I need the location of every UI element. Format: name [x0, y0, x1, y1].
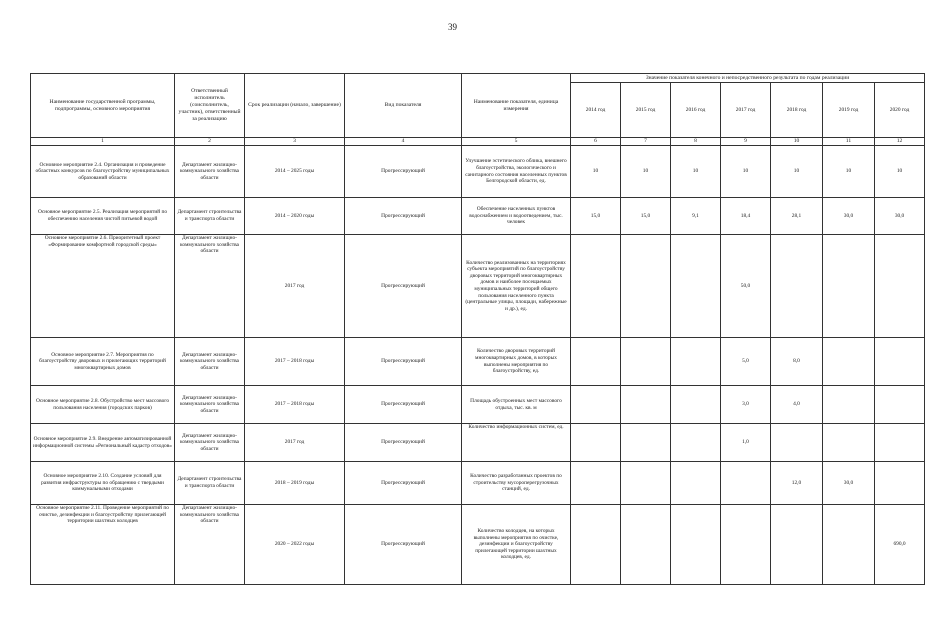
row-value	[621, 386, 671, 424]
row-indicator: Количество дворовых территорий многоквартирных домов, в которых выполнены мероприятия по благоустройству, ед.	[462, 338, 571, 386]
column-number: 3	[245, 138, 345, 146]
header-values-group: Значение показателя конечного и непосредственного результата по годам реализации	[571, 74, 925, 83]
row-value: 10	[621, 146, 671, 198]
row-value	[823, 235, 875, 338]
column-number: 8	[671, 138, 721, 146]
row-type: Прогрессирующий	[345, 424, 462, 462]
row-program: Основное мероприятие 2.10. Создание условий для развития инфраструктуры по обращению с твердыми коммунальными отходами	[31, 462, 175, 505]
row-value: 10	[721, 146, 771, 198]
row-term: 2014 – 2020 годы	[245, 198, 345, 235]
row-value	[823, 386, 875, 424]
row-value	[621, 424, 671, 462]
header-year: 2018 год	[771, 83, 823, 138]
row-value	[671, 424, 721, 462]
row-value: 30,0	[875, 198, 925, 235]
column-number: 7	[621, 138, 671, 146]
header-indicator: Наименование показателя, единица измерения	[462, 74, 571, 138]
column-number: 12	[875, 138, 925, 146]
row-value: 690,0	[875, 505, 925, 585]
row-value	[771, 424, 823, 462]
row-value: 15,0	[621, 198, 671, 235]
row-value	[571, 386, 621, 424]
row-value	[875, 386, 925, 424]
row-value: 5,0	[721, 338, 771, 386]
table-row	[31, 338, 925, 386]
row-program: Основное мероприятие 2.4. Организация и проведение областных конкурсов по благоустройству муниципальных образований области	[31, 146, 175, 198]
row-executor: Департамент строительства и транспорта области	[175, 462, 245, 505]
row-indicator: Площадь обустроенных мест массового отдыха, тыс. кв. м	[462, 386, 571, 424]
row-value: 10	[771, 146, 823, 198]
column-number: 2	[175, 138, 245, 146]
row-value	[571, 462, 621, 505]
row-value	[621, 235, 671, 338]
row-value	[875, 338, 925, 386]
header-term: Срок реализации (начало, завершение)	[245, 74, 345, 138]
header-year: 2016 год	[671, 83, 721, 138]
header-type: Вид показателя	[345, 74, 462, 138]
row-value	[621, 338, 671, 386]
row-value	[875, 424, 925, 462]
row-value: 15,0	[571, 198, 621, 235]
row-program: Основное мероприятие 2.11. Проведение мероприятий по очистке, дезинфекции и благоустройству прилегающей территории шахтных колодцев	[31, 505, 175, 585]
row-value: 3,0	[721, 386, 771, 424]
table-row	[31, 462, 925, 505]
row-value: 10	[875, 146, 925, 198]
row-term: 2020 – 2022 годы	[245, 505, 345, 585]
row-indicator: Количество информационных систем, ед.	[462, 424, 571, 462]
row-type: Прогрессирующий	[345, 235, 462, 338]
header-year: 2020 год	[875, 83, 925, 138]
row-program: Основное мероприятие 2.7. Мероприятия по благоустройству дворовых и прилегающих территорий многоквартирных домов	[31, 338, 175, 386]
column-number: 4	[345, 138, 462, 146]
page-number: 39	[448, 22, 457, 32]
row-value	[671, 338, 721, 386]
row-value	[671, 386, 721, 424]
row-value	[621, 462, 671, 505]
table-row	[31, 386, 925, 424]
row-value	[771, 235, 823, 338]
row-value: 28,1	[771, 198, 823, 235]
row-indicator: Обеспечение населенных пунктов водоснабжением и водоотведением, тыс. человек	[462, 198, 571, 235]
row-executor: Департамент жилищно-коммунального хозяйства области	[175, 338, 245, 386]
row-value: 30,0	[823, 462, 875, 505]
header-program: Наименование государственной программы, подпрограммы, основного мероприятия	[31, 74, 175, 138]
row-term: 2017 год	[245, 235, 345, 338]
row-value	[823, 424, 875, 462]
row-program: Основное мероприятие 2.5. Реализация мероприятий по обеспечению населения чистой питьевой водой	[31, 198, 175, 235]
row-executor: Департамент жилищно-коммунального хозяйства области	[175, 505, 245, 585]
row-value	[671, 505, 721, 585]
row-indicator: Улучшение эстетического облика, внешнего благоустройства, экологического и санитарного состояния населенных пунктов Белгородской области, ед.	[462, 146, 571, 198]
row-type: Прогрессирующий	[345, 146, 462, 198]
row-value: 8,0	[771, 338, 823, 386]
row-value: 18,4	[721, 198, 771, 235]
column-number: 11	[823, 138, 875, 146]
indicators-table	[30, 73, 925, 585]
row-executor: Департамент жилищно-коммунального хозяйства области	[175, 146, 245, 198]
row-value	[823, 505, 875, 585]
table-row	[31, 505, 925, 585]
row-value	[823, 338, 875, 386]
row-program: Основное мероприятие 2.9. Внедрение автоматизированной информационной системы «Региональный кадастр отходов»	[31, 424, 175, 462]
header-year: 2019 год	[823, 83, 875, 138]
row-term: 2017 – 2018 годы	[245, 386, 345, 424]
row-value	[721, 462, 771, 505]
row-term: 2014 – 2025 годы	[245, 146, 345, 198]
row-program: Основное мероприятие 2.6. Приоритетный проект «Формирование комфортной городской среды»	[31, 235, 175, 338]
column-number-row	[31, 138, 925, 146]
table-row	[31, 235, 925, 338]
column-number: 10	[771, 138, 823, 146]
row-term: 2017 – 2018 годы	[245, 338, 345, 386]
row-type: Прогрессирующий	[345, 386, 462, 424]
row-value	[571, 424, 621, 462]
row-program: Основное мероприятие 2.8. Обустройство мест массового пользования населения (городских парков)	[31, 386, 175, 424]
row-value	[771, 505, 823, 585]
row-type: Прогрессирующий	[345, 338, 462, 386]
row-executor: Департамент жилищно-коммунального хозяйства области	[175, 235, 245, 338]
column-number: 9	[721, 138, 771, 146]
row-value: 10	[571, 146, 621, 198]
header-year: 2014 год	[571, 83, 621, 138]
row-value	[875, 235, 925, 338]
row-value	[671, 235, 721, 338]
row-value: 1,0	[721, 424, 771, 462]
row-term: 2017 год	[245, 424, 345, 462]
header-year: 2015 год	[621, 83, 671, 138]
row-executor: Департамент строительства и транспорта области	[175, 198, 245, 235]
row-executor: Департамент жилищно-коммунального хозяйства области	[175, 424, 245, 462]
row-type: Прогрессирующий	[345, 462, 462, 505]
row-value: 9,1	[671, 198, 721, 235]
row-value	[571, 338, 621, 386]
row-value: 12,0	[771, 462, 823, 505]
row-value: 10	[671, 146, 721, 198]
table-row	[31, 146, 925, 198]
table-row	[31, 424, 925, 462]
row-value: 4,0	[771, 386, 823, 424]
row-value	[571, 235, 621, 338]
column-number: 5	[462, 138, 571, 146]
row-value	[875, 462, 925, 505]
row-value	[621, 505, 671, 585]
row-value	[721, 505, 771, 585]
row-type: Прогрессирующий	[345, 198, 462, 235]
header-executor: Ответственный исполнитель (соисполнитель, участник), ответственный за реализацию	[175, 74, 245, 138]
row-value: 50,0	[721, 235, 771, 338]
row-indicator: Количество колодцев, на которых выполнены мероприятия по очистке, дезинфекции и благоустройству прилегающей территории шахтных колодцев, ед.	[462, 505, 571, 585]
table-row	[31, 198, 925, 235]
row-indicator: Количество разработанных проектов по строительству мусороперегрузочных станций, ед.	[462, 462, 571, 505]
row-value	[571, 505, 621, 585]
column-number: 1	[31, 138, 175, 146]
row-term: 2018 – 2019 годы	[245, 462, 345, 505]
header-year: 2017 год	[721, 83, 771, 138]
row-executor: Департамент жилищно-коммунального хозяйства области	[175, 386, 245, 424]
row-type: Прогрессирующий	[345, 505, 462, 585]
row-value	[671, 462, 721, 505]
column-number: 6	[571, 138, 621, 146]
row-value: 10	[823, 146, 875, 198]
row-indicator: Количество реализованных на территориях субъекта мероприятий по благоустройству дворовых территорий многоквартирных домов и наиболее посещаемых муниципальных территорий общего пользования населенного пункта (центральные улицы, площади, набережные и др.), ед.	[462, 235, 571, 338]
row-value: 30,0	[823, 198, 875, 235]
